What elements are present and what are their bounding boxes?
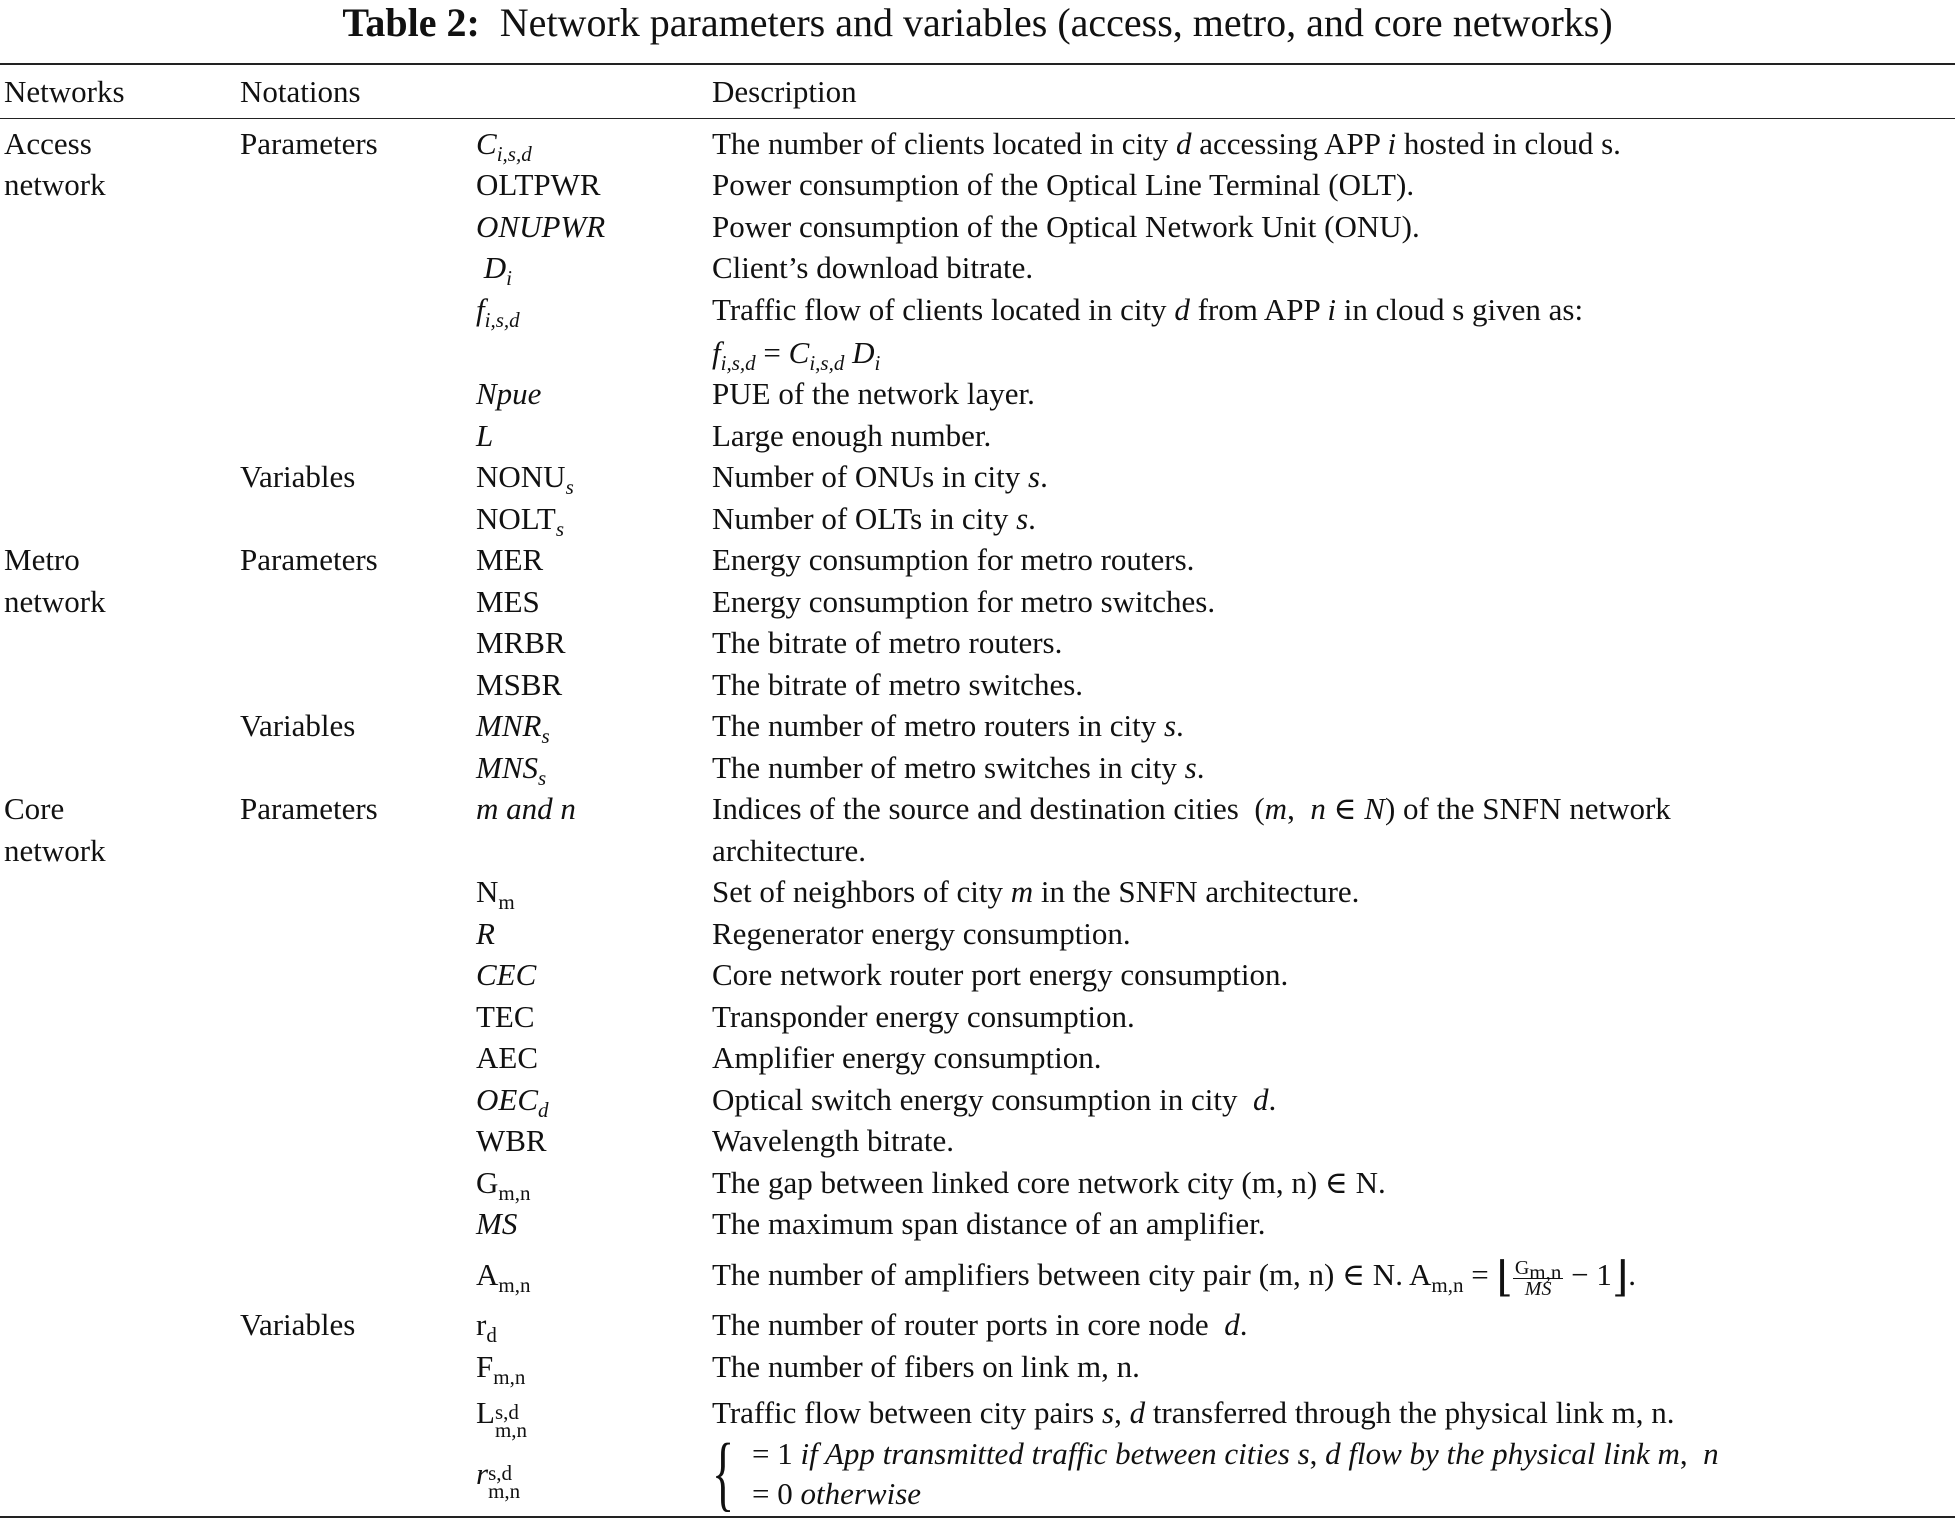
notation-cell: OLTPWR [476,167,601,202]
description-cell: Power consumption of the Optical Line Terminal (OLT). [712,167,1415,202]
notation-cell: L s,d m,n [476,1395,528,1442]
description-cell: The number of clients located in city d accessing APP i hosted in cloud s. [712,126,1621,161]
description-cell: The bitrate of metro switches. [712,667,1084,702]
table-title: Network parameters and variables (access, metro, and core networks) [499,0,1613,45]
notation-cell: $f_{i,s,d}$ [476,292,520,333]
network-cell: Core [4,791,65,826]
description-cell: The bitrate of metro routers. [712,625,1063,660]
description-cell: Traffic flow of clients located in city d from APP i in cloud s given as: [712,292,1584,327]
description-cell: Indices of the source and destination cities (m, n ∈ N) of the SNFN network [712,791,1671,826]
notation-cell: $C_{i,s,d}$ [476,126,532,167]
description-cell: Wavelength bitrate. [712,1123,954,1158]
notation-cell: $MNS_s$ [476,750,547,791]
notation-cell: R [476,916,495,951]
description-cell: Set of neighbors of city m in the SNFN architecture. [712,874,1360,909]
notation-cell: $NOLT_s$ [476,501,564,542]
description-cell: The maximum span distance of an amplifier. [712,1206,1266,1241]
brace-glyph: { [712,1427,735,1520]
table-caption [0,0,1955,46]
table-label: Table 2: [342,0,480,45]
network-cell: Access [4,126,92,161]
notation-cell: MS [476,1206,518,1241]
notation-cell: $G_{m,n}$ [476,1165,531,1206]
description-cell: Transponder energy consumption. [712,999,1135,1034]
table-row [0,1427,1955,1520]
notation-cell: MER [476,542,544,577]
notation-cell: AEC [476,1040,538,1075]
description-cell: Client’s download bitrate. [712,250,1034,285]
network-cell: network [4,584,106,619]
notation-cell: $D_i$ [483,250,512,291]
group-cell: Variables [240,459,356,494]
network-cell: Metro [4,542,80,577]
network-cell: network [4,833,106,868]
notation-cell: $N_m$ [476,874,515,915]
group-cell: Parameters [240,791,378,826]
description-cell: Energy consumption for metro switches. [712,584,1216,619]
notation-cell: $NONU_s$ [476,459,574,500]
notation-cell: L [476,418,494,453]
notation-cell: MRBR [476,625,566,660]
description-cell: PUE of the network layer. [712,376,1035,411]
notation-cell: r s,d m,n [476,1456,521,1503]
description-cell: Traffic flow between city pairs s, d transferred through the physical link m, n. [712,1395,1675,1430]
notation-cell: MSBR [476,667,563,702]
notation-cell: Npue [476,376,542,411]
header-notations: Notations [240,74,361,109]
group-cell: Parameters [240,542,378,577]
header-networks: Networks [4,74,125,109]
cases-cell [752,1434,1719,1514]
notation-cell: m and n [476,791,576,826]
description-cell: Amplifier energy consumption. [712,1040,1102,1075]
notation-cell: $r_d$ [476,1307,497,1348]
description-cell: The number of fibers on link m, n. [712,1349,1140,1384]
notation-cell: $MNR_s$ [476,708,550,749]
description-cell: The number of amplifiers between city pair (m, n) ∈ N. $A_{m,n}$ = ⌊ $\frac{G_{m,n}}{MS}$ − 1⌋. [712,1255,1637,1301]
case-2: = 0 otherwise [752,1476,922,1511]
description-cell: The number of router ports in core node d. [712,1307,1248,1342]
description-cell: Number of ONUs in city s. [712,459,1048,494]
group-cell: Variables [240,1307,356,1342]
description-cell: The number of metro routers in city s. [712,708,1184,743]
notation-cell: ONUPWR [476,209,606,244]
description-cell: architecture. [712,833,867,868]
description-cell: Core network router port energy consumption. [712,957,1289,992]
notation-cell: WBR [476,1123,547,1158]
fraction: $\frac{G_{m,n}}{MS}$ [1514,1257,1562,1300]
description-cell: Energy consumption for metro routers. [712,542,1195,577]
case-1: = 1 if App transmitted traffic between cities s, d flow by the physical link m, n [752,1436,1719,1471]
bottom-rule [0,1516,1955,1518]
notation-cell: $OEC_d$ [476,1082,549,1123]
notation-cell: MES [476,584,540,619]
description-cell: Number of OLTs in city s. [712,501,1036,536]
notation-cell: TEC [476,999,535,1034]
formula-cell: $f_{i,s,d} = C_{i,s,d}$ $D_i$ [712,335,881,376]
top-rule [0,63,1955,65]
description-cell: The gap between linked core network city (m, n) ∈ N. [712,1165,1386,1200]
notation-cell: CEC [476,957,537,992]
description-cell: The number of metro switches in city s. [712,750,1205,785]
description-cell: Power consumption of the Optical Network Unit (ONU). [712,209,1420,244]
notation-cell: $F_{m,n}$ [476,1349,526,1390]
notation-cell: $A_{m,n}$ [476,1257,531,1298]
description-cell: Regenerator energy consumption. [712,916,1131,951]
group-cell: Variables [240,708,356,743]
header-rule [0,118,1955,119]
header-description: Description [712,74,857,109]
network-cell: network [4,167,106,202]
description-cell: Optical switch energy consumption in city d. [712,1082,1277,1117]
group-cell: Parameters [240,126,378,161]
description-cell: Large enough number. [712,418,992,453]
